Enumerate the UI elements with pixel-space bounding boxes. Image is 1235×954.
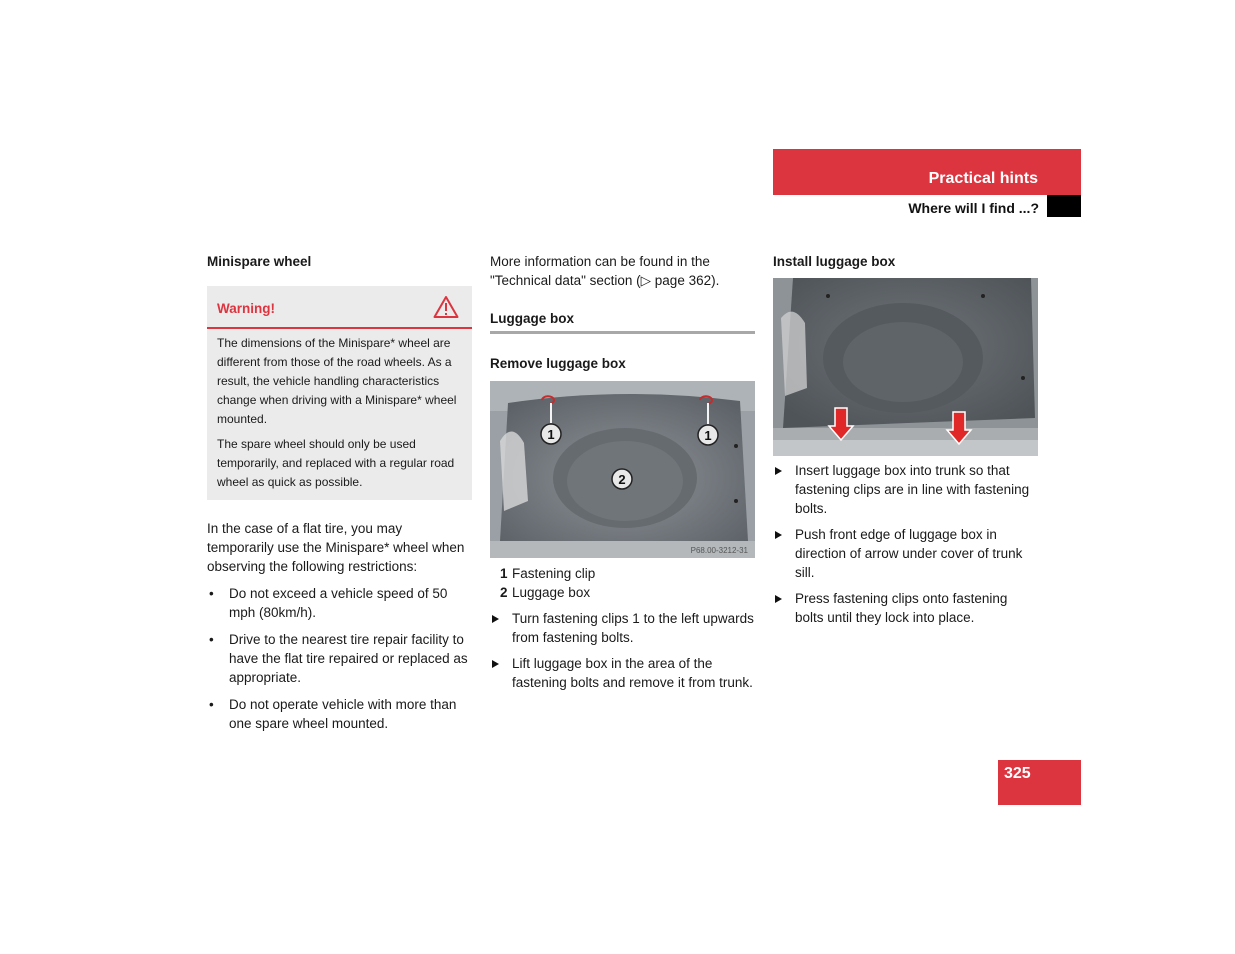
remove-luggage-box-heading: Remove luggage box — [490, 356, 626, 371]
legend-number: 1 — [500, 566, 508, 581]
section-divider — [490, 331, 755, 334]
figure-code: P68.00-3212-31 — [690, 546, 748, 555]
list-item: • Do not operate vehicle with more than one spare wheel mounted. — [207, 695, 472, 733]
remove-steps-list — [490, 609, 755, 692]
warning-body — [207, 329, 472, 500]
luggage-box-install-photo — [773, 278, 1038, 456]
callout-label: 2 — [618, 472, 626, 487]
page-number-label: 325 — [1004, 765, 1031, 782]
callout-label: 1 — [704, 428, 712, 443]
warning-triangle-icon — [433, 295, 459, 319]
list-item: • Do not exceed a vehicle speed of 50 mph (80km/h). — [207, 584, 472, 622]
figure-legend — [490, 564, 755, 602]
callout-1-left — [541, 424, 561, 444]
warning-title: Warning! — [217, 301, 275, 316]
step-item: Press fastening clips onto fastening bolts until they lock into place. — [773, 589, 1038, 627]
warning-header — [207, 286, 472, 329]
section-title: Practical hints — [928, 170, 1038, 187]
step-item: Lift luggage box in the area of the fastening bolts and remove it from trunk. — [490, 654, 755, 692]
subsection-marker — [1047, 195, 1081, 217]
warning-box — [207, 286, 472, 500]
legend-label: Luggage box — [512, 585, 591, 600]
section-tab — [773, 149, 1081, 195]
right-column — [773, 252, 1038, 634]
subsection-title: Where will I find ...? — [908, 200, 1039, 216]
luggage-box-removal-photo — [490, 381, 755, 558]
middle-column — [490, 252, 755, 699]
warning-paragraph: The dimensions of the Minispare* wheel are different from those of the road wheels. As a result, the vehicle handling characteristics change when driving with a Minispare* wheel mounted. — [217, 336, 457, 426]
luggage-box-heading: Luggage box — [490, 311, 574, 326]
legend-label: Fastening clip — [512, 566, 596, 581]
step-item: Push front edge of luggage box in direction of arrow under cover of trunk sill. — [773, 525, 1038, 582]
list-item: • Drive to the nearest tire repair facility to have the flat tire repaired or replaced as appropriate. — [207, 630, 472, 687]
warning-paragraph: The spare wheel should only be used temporarily, and replaced with a regular road wheel as quick as possible. — [217, 437, 455, 489]
legend-number: 2 — [500, 585, 508, 600]
callout-label: 1 — [547, 427, 555, 442]
flat-tire-intro: In the case of a flat tire, you may temporarily use the Minispare* wheel when observing the following restrictions: — [207, 521, 465, 574]
page-number — [998, 760, 1081, 805]
callout-2 — [612, 469, 632, 489]
restrictions-list — [207, 584, 472, 733]
more-info-text: More information can be found in the "Technical data" section (▷ page 362). — [490, 254, 720, 288]
install-luggage-box-heading: Install luggage box — [773, 254, 896, 269]
callout-1-right — [698, 425, 718, 445]
minispare-heading: Minispare wheel — [207, 254, 312, 269]
legend-item — [500, 564, 755, 583]
left-column — [207, 252, 472, 741]
legend-item — [500, 583, 755, 602]
step-item: Insert luggage box into trunk so that fastening clips are in line with fastening bolts. — [773, 461, 1038, 518]
step-item: Turn fastening clips 1 to the left upwards from fastening bolts. — [490, 609, 755, 647]
install-steps-list — [773, 461, 1038, 627]
